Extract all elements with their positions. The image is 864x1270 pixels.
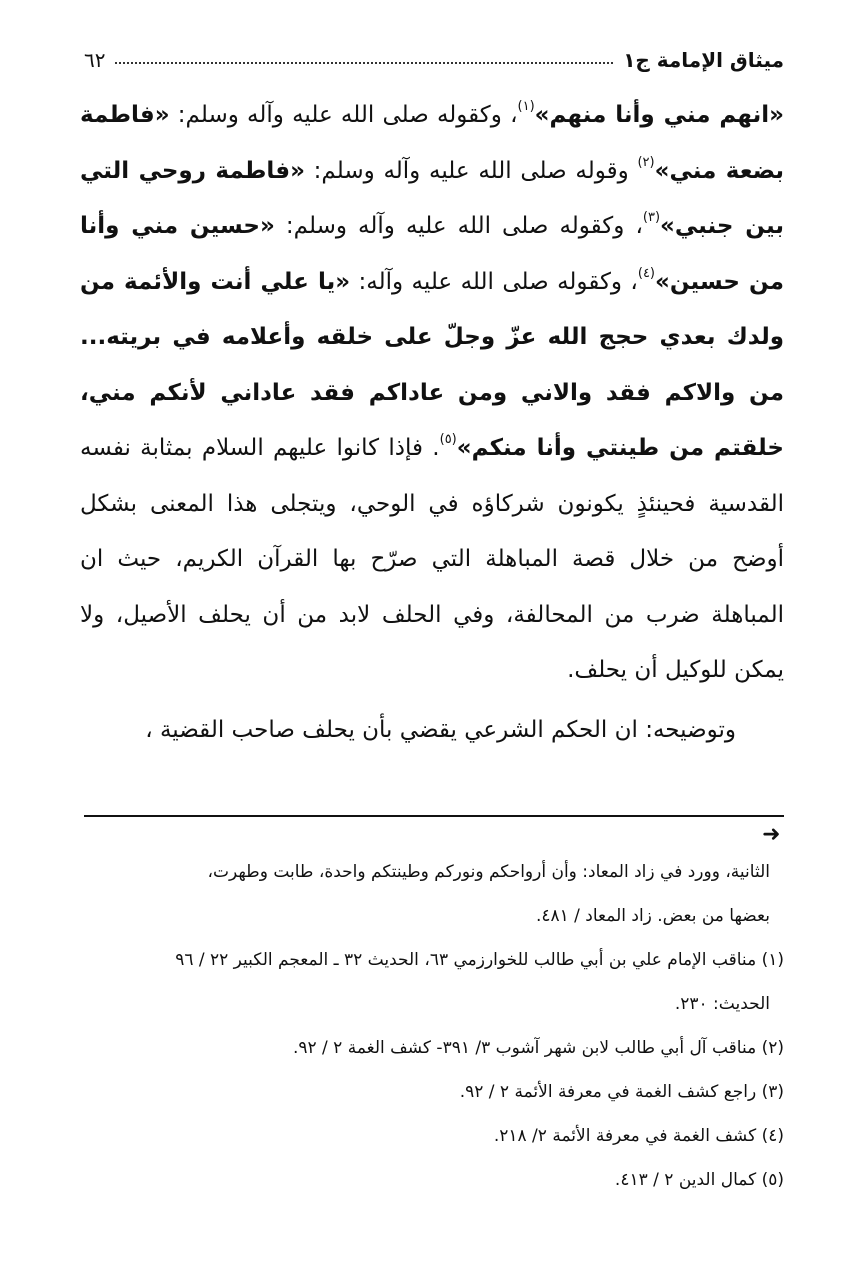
paragraph-1 (80, 88, 784, 699)
hadith-quote: «حسين مني وأنا من حسين» (80, 213, 784, 295)
footnotes (84, 850, 784, 1202)
footnote-continuation-line: بعضها من بعض. زاد المعاد / ٤٨١. (535, 906, 770, 926)
footnote-ref[interactable]: (٤) (637, 265, 655, 281)
arrow-right-icon: ➜ (762, 822, 781, 847)
hadith-quote: «انهم مني وأنا منهم» (534, 102, 784, 128)
paragraph-text: ، وكقوله صلى الله عليه وآله وسلم: (274, 213, 643, 239)
hadith-quote: «فاطمة روحي التي بين جنبي» (80, 157, 784, 239)
footnote-continuation-line: الثانية، وورد في زاد المعاد: وأن أرواحكم ونوركم وطينتكم واحدة، طابت وطهرت، (207, 862, 770, 882)
paragraph-text: ، وكقوله صلى الله عليه وآله وسلم: (169, 102, 518, 128)
hadith-quote: «يا علي أنت والأئمة من ولدك بعدي حجج الله عزّ وجلّ على خلقه وأعلامه في بريته... من والاكم فقد والاني ومن عاداكم فقد عاداني لأنكم مني، خلقتم من طينتي وأنا منكم» (80, 268, 784, 461)
paragraph-text: . فإذا كانوا عليهم السلام بمثابة نفسه القدسية فحينئذٍ يكونون شركاؤه في الوحي، ويتجلى هذا المعنى بشكل أوضح من خلال قصة المباهلة التي صرّح بها القرآن الكريم، حيث ان المباهلة ضرب من المحالفة، وفي الحلف لابد من أن يحلف الأصيل، ولا يمكن للوكيل أن يحلف. (80, 435, 784, 683)
footnote-ref[interactable]: (١) (517, 99, 535, 114)
footnote-5: (٥) كمال الدين ٢ / ٤١٣. (614, 1170, 784, 1190)
footnote-1-line: الحديث: ٢٣٠. (674, 994, 770, 1014)
footnote-1 (84, 938, 784, 1026)
footnote-ref[interactable]: (٥) (439, 432, 457, 447)
footnote-3: (٣) راجع كشف الغمة في معرفة الأئمة ٢ / ٩٢. (459, 1082, 784, 1102)
paragraph-text: ، وكقوله صلى الله عليه وآله: (350, 268, 638, 295)
paragraph-text: وقوله صلى الله عليه وآله وسلم: (304, 157, 638, 184)
running-header (84, 32, 784, 72)
footnote-continuation (84, 850, 784, 938)
hadith-quote: «فاطمة بضعة مني» (80, 102, 784, 184)
footnote-ref[interactable]: (٣) (642, 210, 661, 225)
main-text (80, 88, 784, 758)
footnote-ref[interactable]: (٢) (637, 154, 655, 170)
page-number: ٦٢ (84, 48, 106, 72)
paragraph-2: وتوضيحه: ان الحكم الشرعي يقضي بأن يحلف صاحب القضية ، (145, 716, 736, 743)
header-leader-dots (115, 62, 613, 64)
footnote-4: (٤) كشف الغمة في معرفة الأئمة ٢/ ٢١٨. (493, 1126, 784, 1146)
footnote-separator (84, 815, 784, 817)
footnote-1-line: (١) مناقب الإمام علي بن أبي طالب للخوارزمي ٦٣، الحديث ٣٢ ـ المعجم الكبير ٢٢ / ٩٦ (175, 950, 784, 970)
book-title: ميثاق الإمامة ج١ (623, 48, 784, 72)
footnote-2: (٢) مناقب آل أبي طالب لابن شهر آشوب ٣/ ٣٩١- كشف الغمة ٢ / ٩٢. (292, 1038, 784, 1058)
